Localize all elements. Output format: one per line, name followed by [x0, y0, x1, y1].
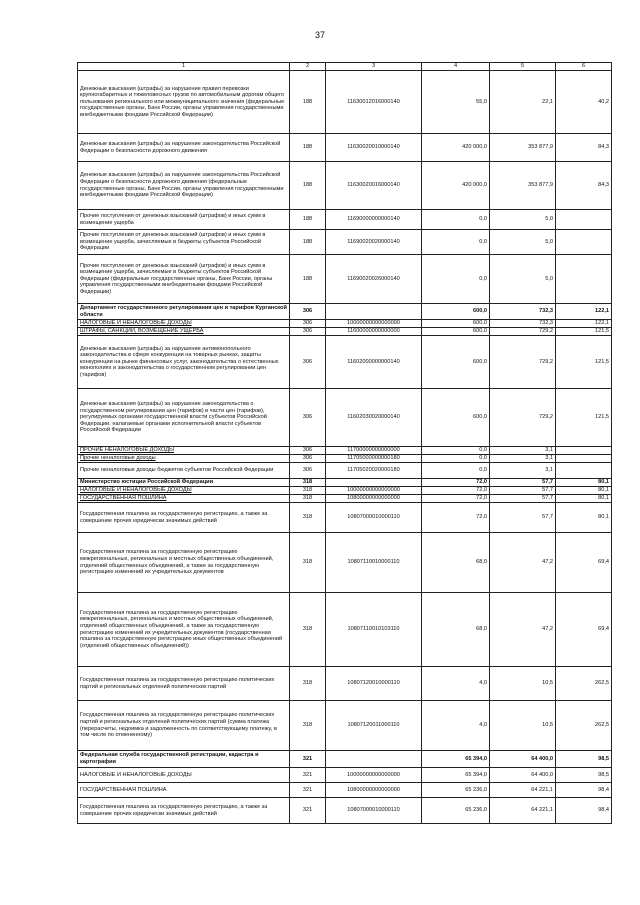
percent-cell: 98,4 [556, 798, 612, 824]
plan-amount-cell: 420 000,0 [422, 134, 490, 162]
actual-amount-cell: 732,3 [490, 304, 556, 320]
percent-cell: 80,1 [556, 487, 612, 495]
plan-amount-cell: 0,0 [422, 210, 490, 230]
admin-code-cell: 306 [290, 463, 326, 479]
table-row [78, 230, 612, 255]
admin-code-cell: 318 [290, 593, 326, 667]
budget-code-cell: 10000000000000000 [326, 320, 422, 328]
income-name-cell: НАЛОГОВЫЕ И НЕНАЛОГОВЫЕ ДОХОДЫ [78, 320, 290, 328]
table-row [78, 667, 612, 701]
admin-code-cell: 321 [290, 798, 326, 824]
table-header-row [78, 63, 612, 71]
income-name-cell: Государственная пошлина за государственную регистрацию межрегиональных, региональных и местных общественных объединений, отделений общественных объединений, а также за государственную регистрацию изменений их учредительных документов (государственная пошлина за государственную регистрацию иных общественных объединений (отделений общественных объединений)) [78, 593, 290, 667]
percent-cell: 40,2 [556, 71, 612, 134]
table-row [78, 798, 612, 824]
admin-code-cell: 318 [290, 495, 326, 503]
actual-amount-cell: 10,5 [490, 701, 556, 751]
percent-cell: 84,3 [556, 162, 612, 210]
income-name-cell: Денежные взыскания (штрафы) за нарушение законодательства Российской Федерации о безопасности дорожного движения (федеральные государственные органы, Банк России, органы управления государственными внебюджетными фондами Российской Федерации) [78, 162, 290, 210]
table-row [78, 479, 612, 487]
column-header: 5 [490, 63, 556, 71]
income-name-cell: ГОСУДАРСТВЕННАЯ ПОШЛИНА [78, 495, 290, 503]
admin-code-cell: 306 [290, 304, 326, 320]
admin-code-cell: 188 [290, 255, 326, 304]
income-name-cell: Государственная пошлина за государственную регистрацию политических партий и региональных отделений политических партий [78, 667, 290, 701]
actual-amount-cell: 5,0 [490, 255, 556, 304]
budget-code-cell: 10807110010103110 [326, 593, 422, 667]
percent-cell: 69,4 [556, 533, 612, 593]
actual-amount-cell: 732,3 [490, 320, 556, 328]
budget-code-cell [326, 479, 422, 487]
budget-code-cell [326, 304, 422, 320]
plan-amount-cell: 65 236,0 [422, 783, 490, 798]
table-row [78, 768, 612, 783]
percent-cell: 262,5 [556, 667, 612, 701]
plan-amount-cell: 55,0 [422, 71, 490, 134]
plan-amount-cell: 65 394,0 [422, 751, 490, 768]
percent-cell: 98,5 [556, 768, 612, 783]
percent-cell [556, 447, 612, 455]
table-row [78, 328, 612, 336]
plan-amount-cell: 0,0 [422, 455, 490, 463]
actual-amount-cell: 57,7 [490, 503, 556, 533]
income-name-cell: НАЛОГОВЫЕ И НЕНАЛОГОВЫЕ ДОХОДЫ [78, 768, 290, 783]
budget-code-cell: 10807000010000110 [326, 798, 422, 824]
admin-code-cell: 188 [290, 230, 326, 255]
plan-amount-cell: 600,0 [422, 328, 490, 336]
budget-code-cell: 11600000000000000 [326, 328, 422, 336]
table-row [78, 320, 612, 328]
percent-cell: 121,5 [556, 328, 612, 336]
admin-code-cell: 306 [290, 320, 326, 328]
budget-code-cell: 11705020020000180 [326, 463, 422, 479]
plan-amount-cell: 72,0 [422, 503, 490, 533]
plan-amount-cell: 600,0 [422, 320, 490, 328]
table-row [78, 304, 612, 320]
income-name-cell: Денежные взыскания (штрафы) за нарушение законодательства о государственном регулировании цен (тарифов) в части цен (тарифов), регулируемых органами государственной власти субъектов Российской Федерации, налагаемые органами исполнительной власти субъектов Российской Федерации [78, 389, 290, 447]
actual-amount-cell: 64 400,0 [490, 768, 556, 783]
plan-amount-cell: 72,0 [422, 495, 490, 503]
percent-cell: 122,1 [556, 304, 612, 320]
admin-code-cell: 318 [290, 479, 326, 487]
table-body [78, 63, 612, 824]
budget-code-cell: 10000000000000000 [326, 768, 422, 783]
income-name-cell: Прочие поступления от денежных взысканий (штрафов) и иных сумм в возмещение ущерба, зачисляемые в бюджеты субъектов Российской Федерации [78, 230, 290, 255]
plan-amount-cell: 68,0 [422, 533, 490, 593]
percent-cell [556, 455, 612, 463]
budget-code-cell: 11690000000000140 [326, 210, 422, 230]
table-row [78, 71, 612, 134]
plan-amount-cell: 0,0 [422, 230, 490, 255]
table-row [78, 751, 612, 768]
table-row [78, 210, 612, 230]
actual-amount-cell: 729,2 [490, 336, 556, 389]
budget-code-cell: 11690020020000140 [326, 230, 422, 255]
admin-code-cell: 318 [290, 667, 326, 701]
admin-code-cell: 188 [290, 134, 326, 162]
table-row [78, 389, 612, 447]
income-name-cell: Департамент государственного регулирования цен и тарифов Курганской области [78, 304, 290, 320]
budget-code-cell: 10807000010000110 [326, 503, 422, 533]
table-row [78, 495, 612, 503]
column-header: 3 [326, 63, 422, 71]
actual-amount-cell: 353 877,9 [490, 134, 556, 162]
percent-cell: 80,1 [556, 503, 612, 533]
percent-cell: 69,4 [556, 593, 612, 667]
admin-code-cell: 321 [290, 751, 326, 768]
actual-amount-cell: 64 221,1 [490, 783, 556, 798]
table-row [78, 463, 612, 479]
actual-amount-cell: 5,0 [490, 210, 556, 230]
budget-code-cell: 10800000000000000 [326, 495, 422, 503]
income-name-cell: ШТРАФЫ, САНКЦИИ, ВОЗМЕЩЕНИЕ УЩЕРБА [78, 328, 290, 336]
budget-code-cell: 11602000000000140 [326, 336, 422, 389]
plan-amount-cell: 600,0 [422, 304, 490, 320]
actual-amount-cell: 5,0 [490, 230, 556, 255]
admin-code-cell: 318 [290, 503, 326, 533]
budget-code-cell: 11690020026000140 [326, 255, 422, 304]
table-row [78, 487, 612, 495]
plan-amount-cell: 68,0 [422, 593, 490, 667]
plan-amount-cell: 600,0 [422, 389, 490, 447]
actual-amount-cell: 729,2 [490, 389, 556, 447]
income-name-cell: Денежные взыскания (штрафы) за нарушение антимонопольного законодательства в сфере конкуренции на товарных рынках, защиты конкуренции на рынке финансовых услуг, законодательства о естественных монополиях и законодательства о государственном регулировании цен (тарифов) [78, 336, 290, 389]
income-name-cell: Денежные взыскания (штрафы) за нарушение законодательства Российской Федерации о безопасности дорожного движения [78, 134, 290, 162]
income-name-cell: Денежные взыскания (штрафы) за нарушение правил перевозки крупногабаритных и тяжеловесных грузов по автомобильным дорогам общего пользования регионального или межмуниципального значения (федеральные государственные органы, Банк России, органы управления государственными внебюджетными фондами Российской Федерации) [78, 71, 290, 134]
plan-amount-cell: 0,0 [422, 463, 490, 479]
percent-cell: 80,1 [556, 495, 612, 503]
percent-cell: 262,5 [556, 701, 612, 751]
table-row [78, 134, 612, 162]
page-number: 37 [314, 30, 325, 40]
income-name-cell: Федеральная служба государственной регистрации, кадастра и картографии [78, 751, 290, 768]
plan-amount-cell: 420 000,0 [422, 162, 490, 210]
budget-code-cell [326, 751, 422, 768]
budget-code-cell: 10800000000000000 [326, 783, 422, 798]
actual-amount-cell: 353 877,9 [490, 162, 556, 210]
plan-amount-cell: 0,0 [422, 447, 490, 455]
admin-code-cell: 188 [290, 71, 326, 134]
plan-amount-cell: 600,0 [422, 336, 490, 389]
plan-amount-cell: 4,0 [422, 667, 490, 701]
actual-amount-cell: 22,1 [490, 71, 556, 134]
income-name-cell: ГОСУДАРСТВЕННАЯ ПОШЛИНА [78, 783, 290, 798]
budget-code-cell: 10000000000000000 [326, 487, 422, 495]
percent-cell: 98,4 [556, 783, 612, 798]
table-row [78, 162, 612, 210]
plan-amount-cell: 0,0 [422, 255, 490, 304]
admin-code-cell: 188 [290, 210, 326, 230]
percent-cell: 98,5 [556, 751, 612, 768]
table-row [78, 447, 612, 455]
admin-code-cell: 318 [290, 487, 326, 495]
table-row [78, 255, 612, 304]
income-name-cell: Прочие поступления от денежных взысканий (штрафов) и иных сумм в возмещение ущерба [78, 210, 290, 230]
budget-code-cell: 11630020016000140 [326, 162, 422, 210]
percent-cell: 84,3 [556, 134, 612, 162]
plan-amount-cell: 65 236,0 [422, 798, 490, 824]
actual-amount-cell: 57,7 [490, 487, 556, 495]
plan-amount-cell: 72,0 [422, 479, 490, 487]
actual-amount-cell: 47,2 [490, 533, 556, 593]
budget-code-cell: 11705000000000180 [326, 455, 422, 463]
admin-code-cell: 306 [290, 455, 326, 463]
revenue-table [77, 62, 612, 824]
percent-cell: 121,5 [556, 336, 612, 389]
table-row [78, 593, 612, 667]
actual-amount-cell: 57,7 [490, 495, 556, 503]
admin-code-cell: 306 [290, 389, 326, 447]
admin-code-cell: 306 [290, 447, 326, 455]
column-header: 4 [422, 63, 490, 71]
actual-amount-cell: 64 221,1 [490, 798, 556, 824]
percent-cell [556, 210, 612, 230]
admin-code-cell: 321 [290, 783, 326, 798]
admin-code-cell: 318 [290, 533, 326, 593]
actual-amount-cell: 729,2 [490, 328, 556, 336]
percent-cell [556, 255, 612, 304]
plan-amount-cell: 72,0 [422, 487, 490, 495]
budget-code-cell: 10807120010000110 [326, 667, 422, 701]
admin-code-cell: 306 [290, 336, 326, 389]
income-name-cell: НАЛОГОВЫЕ И НЕНАЛОГОВЫЕ ДОХОДЫ [78, 487, 290, 495]
income-name-cell: Государственная пошлина за государственную регистрацию, а также за совершение прочих юридически значимых действий [78, 503, 290, 533]
percent-cell: 122,1 [556, 320, 612, 328]
table-row [78, 783, 612, 798]
income-name-cell: Прочие неналоговые доходы [78, 455, 290, 463]
plan-amount-cell: 65 394,0 [422, 768, 490, 783]
budget-code-cell: 11630012016000140 [326, 71, 422, 134]
column-header: 1 [78, 63, 290, 71]
income-name-cell: Министерство юстиции Российской Федерации [78, 479, 290, 487]
percent-cell: 80,1 [556, 479, 612, 487]
actual-amount-cell: 10,5 [490, 667, 556, 701]
budget-code-cell: 10807110010000110 [326, 533, 422, 593]
table-row [78, 503, 612, 533]
actual-amount-cell: 3,1 [490, 463, 556, 479]
table-row [78, 336, 612, 389]
table-row [78, 701, 612, 751]
income-name-cell: ПРОЧИЕ НЕНАЛОГОВЫЕ ДОХОДЫ [78, 447, 290, 455]
column-header: 2 [290, 63, 326, 71]
column-header: 6 [556, 63, 612, 71]
table-row [78, 533, 612, 593]
admin-code-cell: 321 [290, 768, 326, 783]
income-name-cell: Государственная пошлина за государственную регистрацию межрегиональных, региональных и местных общественных объединений, отделений общественных объединений, а также за государственную регистрацию изменений их учредительных документов [78, 533, 290, 593]
percent-cell [556, 230, 612, 255]
actual-amount-cell: 47,2 [490, 593, 556, 667]
admin-code-cell: 188 [290, 162, 326, 210]
income-name-cell: Прочие поступления от денежных взысканий (штрафов) и иных сумм в возмещение ущерба, зачисляемые в бюджеты субъектов Российской Федерации (федеральные государственные органы, Банк России, органы управления государственными внебюджетными фондами Российской Федерации) [78, 255, 290, 304]
income-name-cell: Государственная пошлина за государственную регистрацию политических партий и региональных отделений политических партий (сумма платежа (перерасчеты, недоимка и задолженность по соответствующему платежу, в том числе по отмененному) [78, 701, 290, 751]
percent-cell: 121,5 [556, 389, 612, 447]
budget-code-cell: 10807120011000110 [326, 701, 422, 751]
actual-amount-cell: 3,1 [490, 455, 556, 463]
plan-amount-cell: 4,0 [422, 701, 490, 751]
income-name-cell: Прочие неналоговые доходы бюджетов субъектов Российской Федерации [78, 463, 290, 479]
admin-code-cell: 318 [290, 701, 326, 751]
income-name-cell: Государственная пошлина за государственную регистрацию, а также за совершение прочих юридически значимых действий [78, 798, 290, 824]
budget-code-cell: 11630020010000140 [326, 134, 422, 162]
percent-cell [556, 463, 612, 479]
actual-amount-cell: 57,7 [490, 479, 556, 487]
admin-code-cell: 306 [290, 328, 326, 336]
table-row [78, 455, 612, 463]
budget-code-cell: 11700000000000000 [326, 447, 422, 455]
budget-code-cell: 11602030020000140 [326, 389, 422, 447]
actual-amount-cell: 3,1 [490, 447, 556, 455]
actual-amount-cell: 64 400,0 [490, 751, 556, 768]
